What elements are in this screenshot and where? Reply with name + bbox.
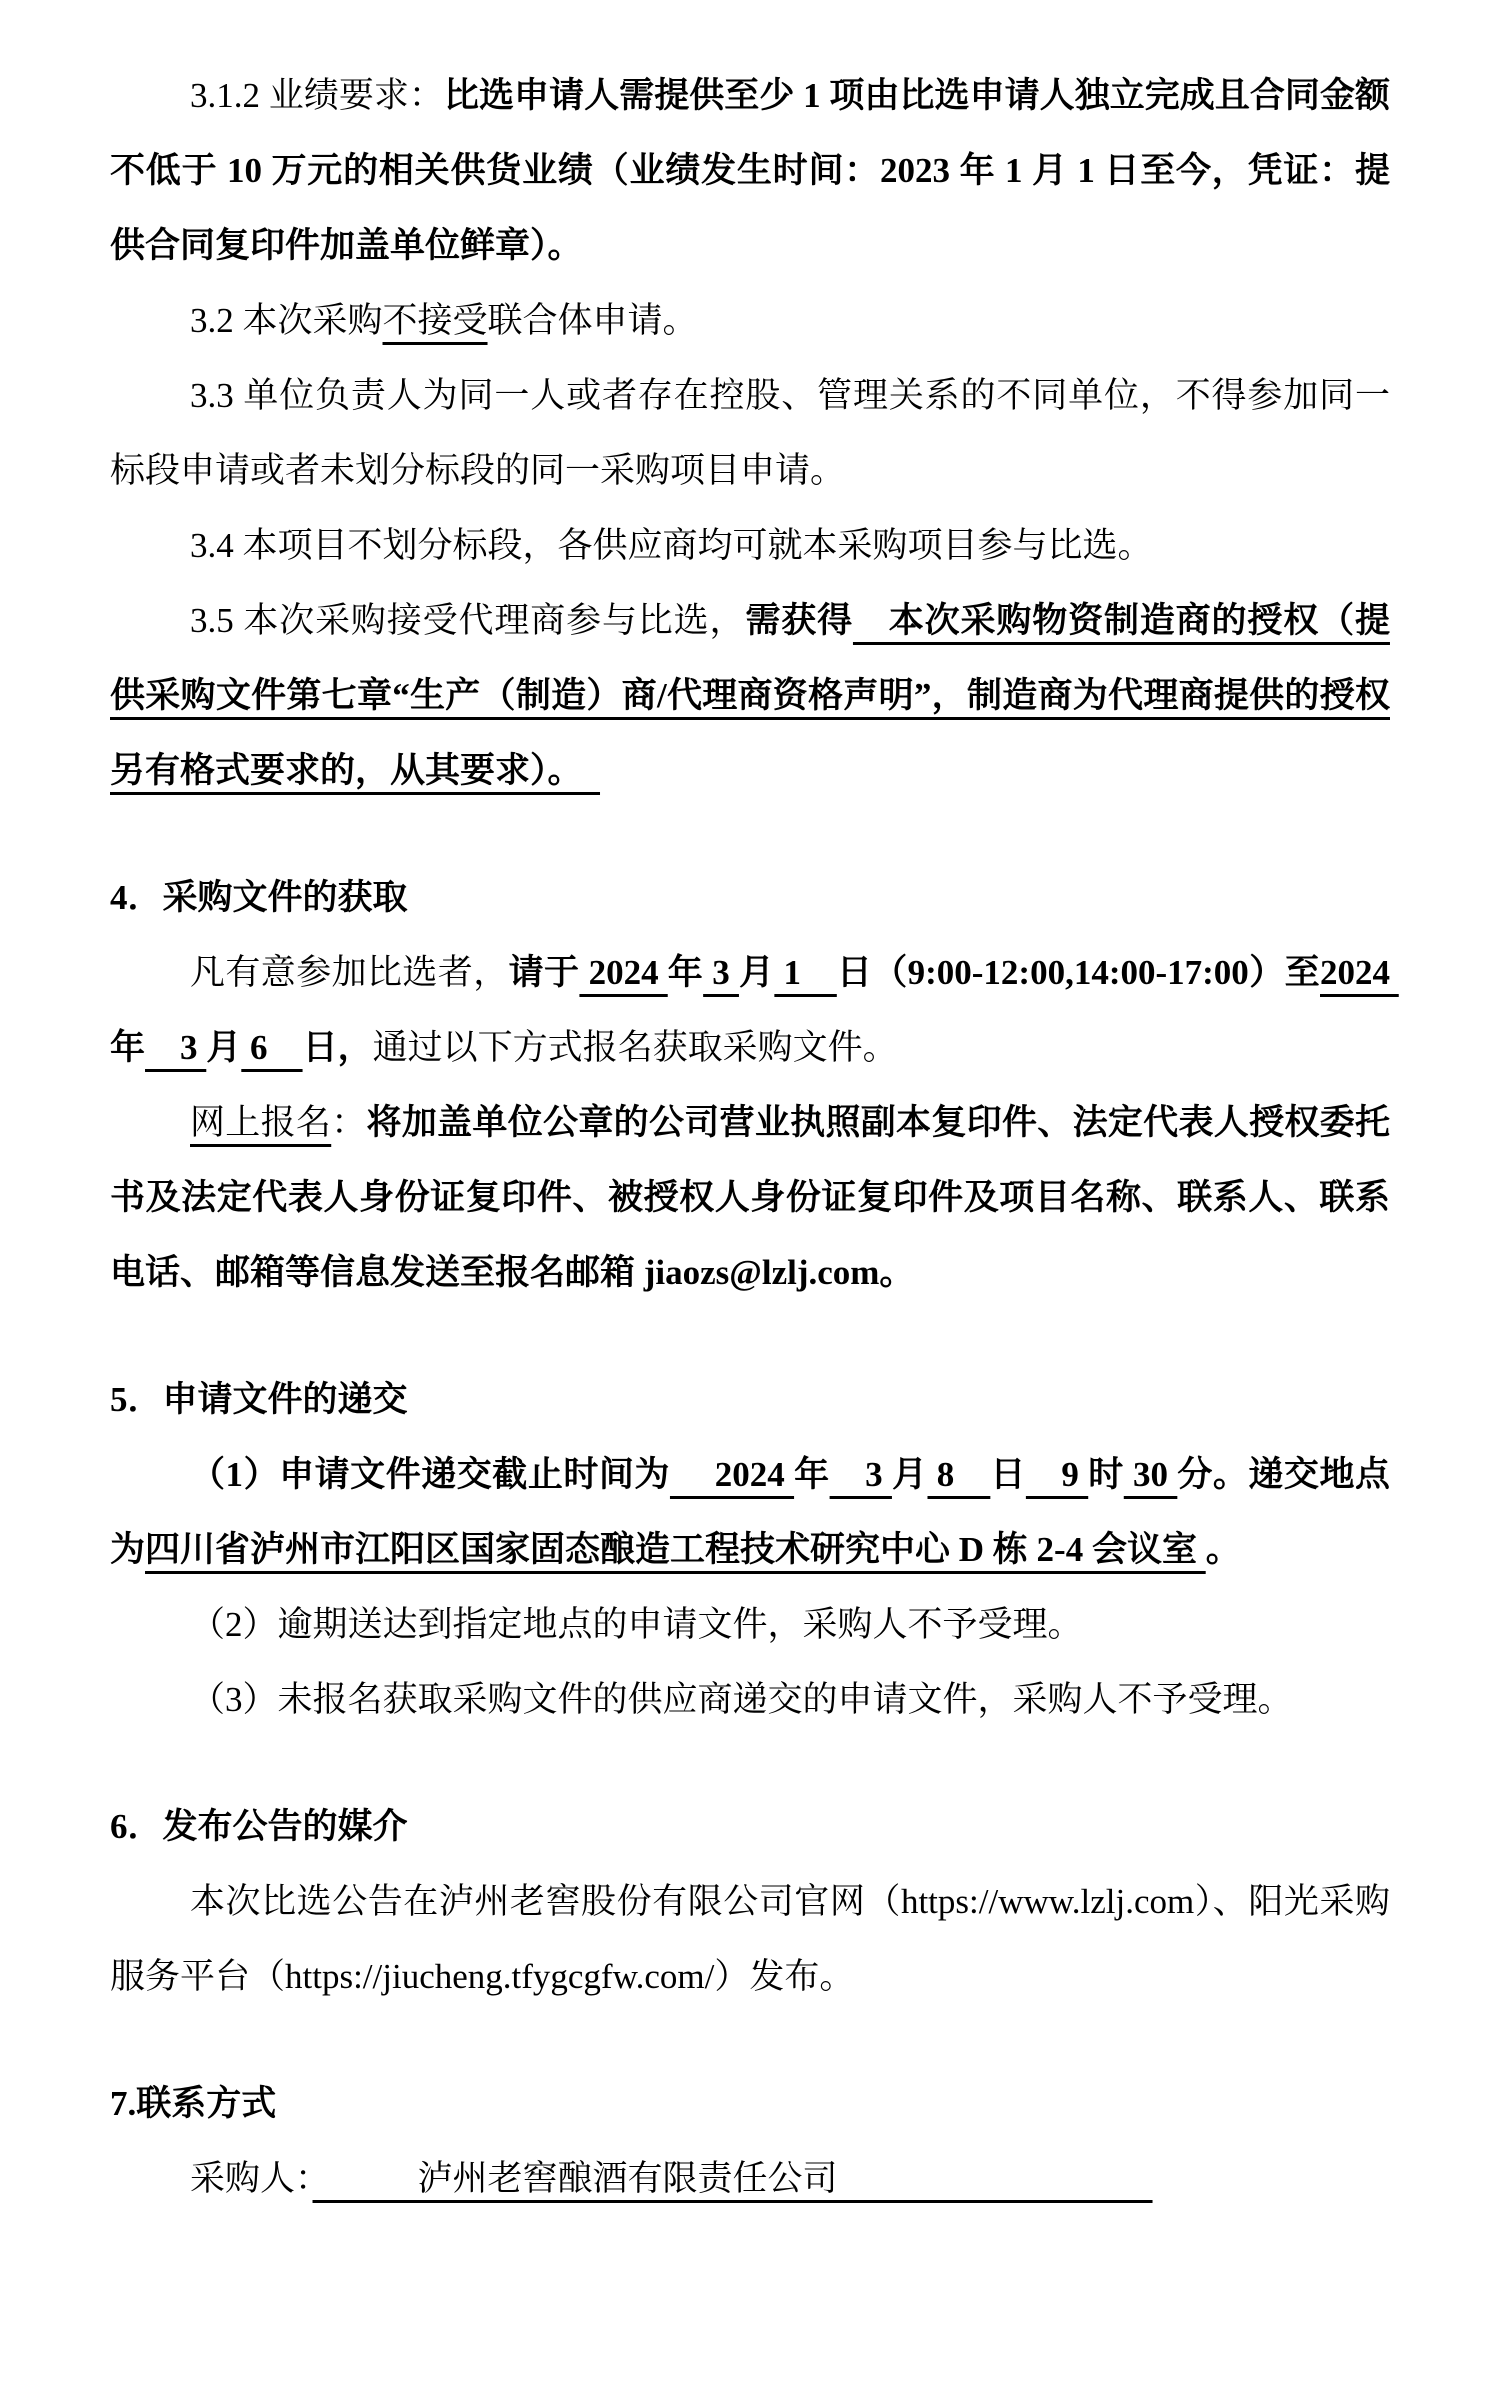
paragraph bbox=[110, 1864, 1390, 2014]
paragraph bbox=[110, 508, 1390, 583]
text-run: 。 bbox=[1205, 1530, 1241, 1569]
text-run: 月 bbox=[206, 1028, 242, 1067]
text-run: 5．申请文件的递交 bbox=[110, 1380, 408, 1419]
text-run: 月 bbox=[891, 1455, 928, 1494]
text-run: 凡有意参加比选者， bbox=[190, 953, 509, 992]
text-run: 日， bbox=[302, 1028, 373, 1067]
text-run: 本次比选公告在泸州老窖股份有限公司官网（https://www.lzlj.com）、阳光采购服务平台（https://jiucheng.tfygcgfw.com/）发布。 bbox=[110, 1882, 1390, 1996]
section-heading bbox=[110, 1362, 1390, 1437]
underlined-text-run: 不接受 bbox=[382, 301, 488, 340]
text-run: 需获得 bbox=[745, 601, 853, 640]
text-run: 比选申请人需提供至少 1 项由比选申请人独立完成且合同金额不低于 10 万元的相关供货业绩（业绩发生时间：2023 年 1 月 1 日至今，凭证：提供合同复印件加盖单位鲜章）。 bbox=[110, 76, 1390, 265]
underlined-text-run: 3 bbox=[145, 1028, 207, 1067]
text-run: 采购人： bbox=[190, 2159, 313, 2198]
text-run: 时 bbox=[1088, 1455, 1124, 1494]
paragraph bbox=[110, 283, 1390, 358]
underlined-text-run: 8 bbox=[927, 1455, 991, 1494]
text-run: 年 bbox=[794, 1455, 830, 1494]
text-run: 6．发布公告的媒介 bbox=[110, 1807, 408, 1846]
text-run: （1）申请文件递交截止时间为 bbox=[190, 1455, 670, 1494]
text-run: 通过以下方式报名获取采购文件。 bbox=[372, 1028, 898, 1067]
text-run: 3.3 单位负责人为同一人或者存在控股、管理关系的不同单位，不得参加同一标段申请或者未划分标段的同一采购项目申请。 bbox=[110, 376, 1390, 490]
text-run: ： bbox=[331, 1103, 367, 1142]
paragraph bbox=[110, 2141, 1390, 2216]
text-run: 3.5 本次采购接受代理商参与比选， bbox=[190, 601, 746, 640]
paragraph bbox=[110, 935, 1399, 1085]
underlined-text-run: 3 bbox=[829, 1455, 892, 1494]
paragraph bbox=[110, 1587, 1390, 1662]
text-run: 日 bbox=[990, 1455, 1026, 1494]
text-run: 3.4 本项目不划分标段，各供应商均可就本采购项目参与比选。 bbox=[190, 526, 1153, 565]
underlined-text-run: 泸州老窖酿酒有限责任公司 bbox=[312, 2159, 1153, 2198]
text-run: 日（9:00-12:00,14:00-17:00）至 bbox=[836, 953, 1320, 992]
underlined-text-run: 本次采购物资制造商的授权（提供采购文件第七章“生产（制造）商/代理商资格声明”，制造商为代理商提供的授权另有格式要求的，从其要求）。 bbox=[110, 601, 1390, 790]
underlined-text-run: 网上报名 bbox=[190, 1103, 332, 1142]
section-heading bbox=[110, 2066, 1390, 2141]
text-run: 将加盖单位公章的公司营业执照副本复印件、法定代表人授权委托书及法定代表人身份证复印件、被授权人身份证复印件及项目名称、联系人、联系电话、邮箱等信息发送至报名邮箱 jiaozs@lzlj.com。 bbox=[110, 1103, 1390, 1292]
paragraph bbox=[110, 58, 1390, 283]
underlined-text-run: 30 bbox=[1123, 1455, 1178, 1494]
text-run: 联合体申请。 bbox=[487, 301, 698, 340]
underlined-text-run: 3 bbox=[703, 953, 739, 992]
paragraph bbox=[110, 1662, 1390, 1737]
underlined-text-run: 2024 bbox=[1320, 953, 1399, 992]
section-heading bbox=[110, 860, 1390, 935]
text-run: 7.联系方式 bbox=[110, 2084, 277, 2123]
paragraph bbox=[110, 1437, 1390, 1587]
underlined-text-run: 2024 bbox=[669, 1455, 795, 1494]
section-heading bbox=[110, 1789, 1390, 1864]
underlined-text-run: 四川省泸州市江阳区国家固态酿造工程技术研究中心 D 栋 2-4 会议室 bbox=[145, 1530, 1206, 1569]
text-run: 3.2 本次采购 bbox=[190, 301, 383, 340]
text-run: 月 bbox=[738, 953, 775, 992]
text-run: 4．采购文件的获取 bbox=[110, 878, 408, 917]
text-run: 年 bbox=[667, 953, 704, 992]
underlined-text-run: 1 bbox=[774, 953, 837, 992]
text-run: 3.1.2 业绩要求： bbox=[190, 76, 444, 115]
underlined-text-run: 9 bbox=[1025, 1455, 1089, 1494]
underlined-text-run: 6 bbox=[241, 1028, 303, 1067]
text-run: 分。递交地点为 bbox=[110, 1455, 1390, 1569]
text-run: 请于 bbox=[508, 953, 580, 992]
text-run: （3）未报名获取采购文件的供应商递交的申请文件，采购人不予受理。 bbox=[190, 1680, 1293, 1719]
paragraph bbox=[110, 1085, 1390, 1310]
underlined-text-run: 2024 bbox=[579, 953, 668, 992]
text-run: （2）逾期送达到指定地点的申请文件，采购人不予受理。 bbox=[190, 1605, 1083, 1644]
text-run: 年 bbox=[110, 1028, 146, 1067]
paragraph bbox=[110, 583, 1390, 808]
paragraph bbox=[110, 358, 1390, 508]
